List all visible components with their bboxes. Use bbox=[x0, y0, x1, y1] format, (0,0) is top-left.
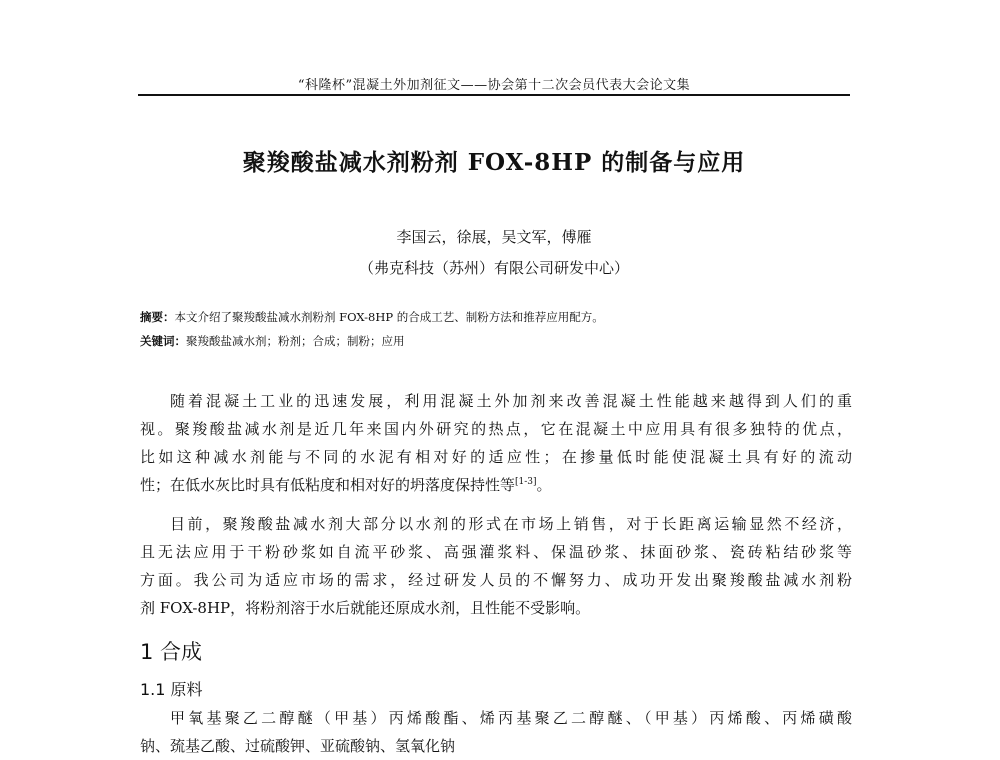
body-paragraph-2 bbox=[140, 510, 852, 622]
subsection-heading: 1.1 原料 bbox=[140, 680, 203, 699]
keywords-label: 关键词： bbox=[140, 334, 186, 348]
keywords bbox=[140, 333, 852, 349]
abstract-text: 本文介绍了聚羧酸盐减水剂粉剂 FOX-8HP 的合成工艺、制粉方法和推荐应用配方。 bbox=[174, 310, 604, 324]
running-header: “科隆杯”混凝土外加剂征文——协会第十二次会员代表大会论文集 bbox=[297, 78, 691, 93]
header-rule bbox=[138, 94, 850, 96]
paragraph-line: 目前，聚羧酸盐减水剂大部分以水剂的形式在市场上销售，对于长距离运输显然不经济， bbox=[170, 515, 852, 533]
authors: 李国云，徐展，吴文军，傅雁 bbox=[396, 228, 592, 246]
abstract bbox=[140, 309, 852, 325]
paragraph-line-last bbox=[140, 471, 852, 499]
paragraph-line: 钠、巯基乙酸、过硫酸钾、亚硫酸钠、氢氧化钠 bbox=[140, 737, 456, 755]
paragraph-line: 随着混凝土工业的迅速发展，利用混凝土外加剂来改善混凝土性能越来越得到人们的重 bbox=[170, 392, 852, 410]
paragraph-line-text: 性；在低水灰比时具有低粘度和相对好的坍落度保持性等 bbox=[140, 476, 516, 494]
sentence-end: 。 bbox=[536, 476, 552, 494]
abstract-label: 摘要： bbox=[140, 310, 175, 324]
paragraph-line: 方面。我公司为适应市场的需求，经过研发人员的不懈努力、成功开发出聚羧酸盐减水剂粉 bbox=[140, 571, 852, 589]
paragraph-line: 视。聚羧酸盐减水剂是近几年来国内外研究的热点，它在混凝土中应用具有很多独特的优点， bbox=[140, 420, 852, 438]
keywords-text: 聚羧酸盐减水剂；粉剂；合成；制粉；应用 bbox=[186, 334, 405, 348]
affiliation: （弗克科技（苏州）有限公司研发中心） bbox=[358, 259, 629, 277]
paragraph-line: 比如这种减水剂能与不同的水泥有相对好的适应性；在掺量低时能使混凝土具有好的流动 bbox=[140, 448, 852, 466]
body-paragraph-3 bbox=[140, 704, 852, 760]
section-heading: 1 合成 bbox=[140, 640, 203, 664]
paragraph-line: 剂 FOX-8HP，将粉剂溶于水后就能还原成水剂，且性能不受影响。 bbox=[140, 599, 591, 617]
paragraph-line: 且无法应用于干粉砂浆如自流平砂浆、高强灌浆料、保温砂浆、抹面砂浆、瓷砖粘结砂浆等 bbox=[140, 543, 852, 561]
citation: [1-3] bbox=[515, 477, 537, 487]
paper-title: 聚羧酸盐减水剂粉剂 FOX-8HP 的制备与应用 bbox=[242, 149, 746, 176]
body-paragraph-1 bbox=[140, 387, 852, 499]
paragraph-line: 甲氧基聚乙二醇醚（甲基）丙烯酸酯、烯丙基聚乙二醇醚、（甲基）丙烯酸、丙烯磺酸 bbox=[170, 709, 852, 727]
